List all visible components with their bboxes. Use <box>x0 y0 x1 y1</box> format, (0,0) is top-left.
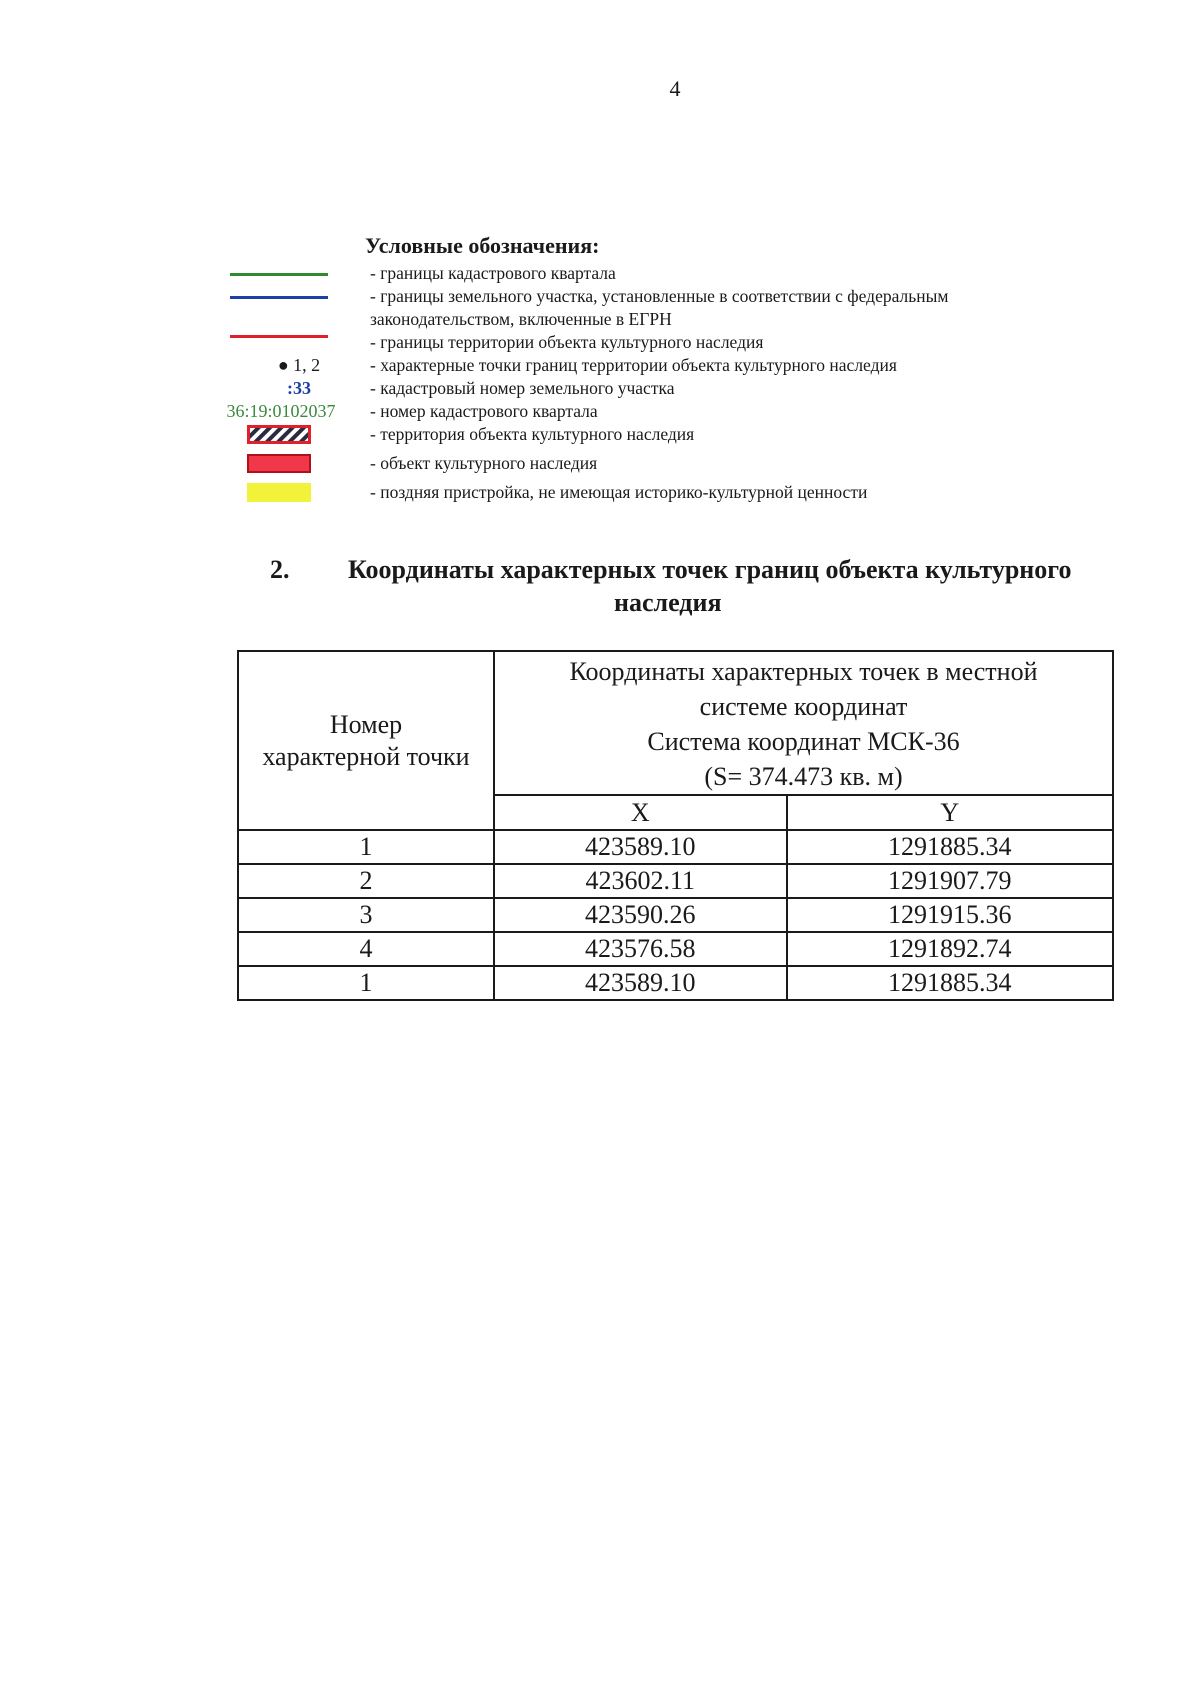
cell-point: 1 <box>238 966 494 1000</box>
legend-item-parcel-number <box>200 377 1100 401</box>
legend-item-heritage-territory-border <box>200 331 1100 355</box>
cell-point: 3 <box>238 898 494 932</box>
hatched-box-icon <box>200 423 348 447</box>
legend-text-continued: законодательством, включенные в ЕГРН <box>370 309 672 329</box>
coordinates-table <box>237 650 1114 1001</box>
red-box-icon <box>200 452 348 476</box>
legend-item-land-plot-border <box>200 285 1100 331</box>
legend-text: - объект культурного наследия <box>370 453 598 473</box>
cell-point: 2 <box>238 864 494 898</box>
section-title-line1: Координаты характерных точек границ объекта культурного <box>348 555 1072 584</box>
yellow-box-icon <box>200 481 348 505</box>
legend-item-characteristic-points <box>200 354 1100 378</box>
legend-item-late-extension <box>200 481 1100 505</box>
legend-text: - характерные точки границ территории объекта культурного наследия <box>370 355 897 375</box>
cell-y: 1291907.79 <box>787 864 1113 898</box>
legend-text: - границы кадастрового квартала <box>370 263 616 283</box>
legend-text: - границы земельного участка, установленные в соответствии с федеральным <box>370 286 949 306</box>
legend-item-heritage-territory <box>200 423 1100 447</box>
table-row <box>238 864 1113 898</box>
cell-y: 1291915.36 <box>787 898 1113 932</box>
red-line-icon <box>200 331 348 355</box>
legend-text: - границы территории объекта культурного наследия <box>370 332 764 352</box>
legend-text: - кадастровый номер земельного участка <box>370 378 675 398</box>
cell-point: 4 <box>238 932 494 966</box>
legend-item-quarter-number <box>200 400 1100 424</box>
cell-point: 1 <box>238 830 494 864</box>
quarter-number-icon: 36:19:0102037 <box>226 401 336 421</box>
section-number: 2. <box>270 555 290 584</box>
blue-line-icon <box>200 285 348 309</box>
cell-x: 423590.26 <box>494 898 787 932</box>
table-row <box>238 932 1113 966</box>
cell-x: 423589.10 <box>494 830 787 864</box>
header-point-number: Номер характерной точки <box>238 651 494 830</box>
header-coordinates: Координаты характерных точек в местной системе координат Система координат МСК-36 (S= 374.473 кв. м) <box>494 651 1113 795</box>
section-title-line2: наследия <box>614 588 722 617</box>
cell-x: 423589.10 <box>494 966 787 1000</box>
point-marker-icon: ● 1, 2 <box>277 355 321 375</box>
table-row <box>238 898 1113 932</box>
legend-text: - поздняя пристройка, не имеющая историко-культурной ценности <box>370 482 868 502</box>
legend-text: - номер кадастрового квартала <box>370 401 598 421</box>
cell-x: 423576.58 <box>494 932 787 966</box>
table-row <box>238 966 1113 1000</box>
green-line-icon <box>200 262 348 286</box>
legend-title: Условные обозначения: <box>365 233 600 258</box>
cell-y: 1291885.34 <box>787 966 1113 1000</box>
cell-y: 1291892.74 <box>787 932 1113 966</box>
legend-text: - территория объекта культурного наследия <box>370 424 695 444</box>
header-y: Y <box>787 795 1113 830</box>
page-number: 4 <box>669 76 681 101</box>
legend-item-heritage-object <box>200 452 1100 476</box>
table-row <box>238 830 1113 864</box>
cell-y: 1291885.34 <box>787 830 1113 864</box>
parcel-number-icon: :33 <box>287 378 311 398</box>
legend-item-cadastral-quarter-border <box>200 262 1100 286</box>
cell-x: 423602.11 <box>494 864 787 898</box>
header-x: X <box>494 795 787 830</box>
